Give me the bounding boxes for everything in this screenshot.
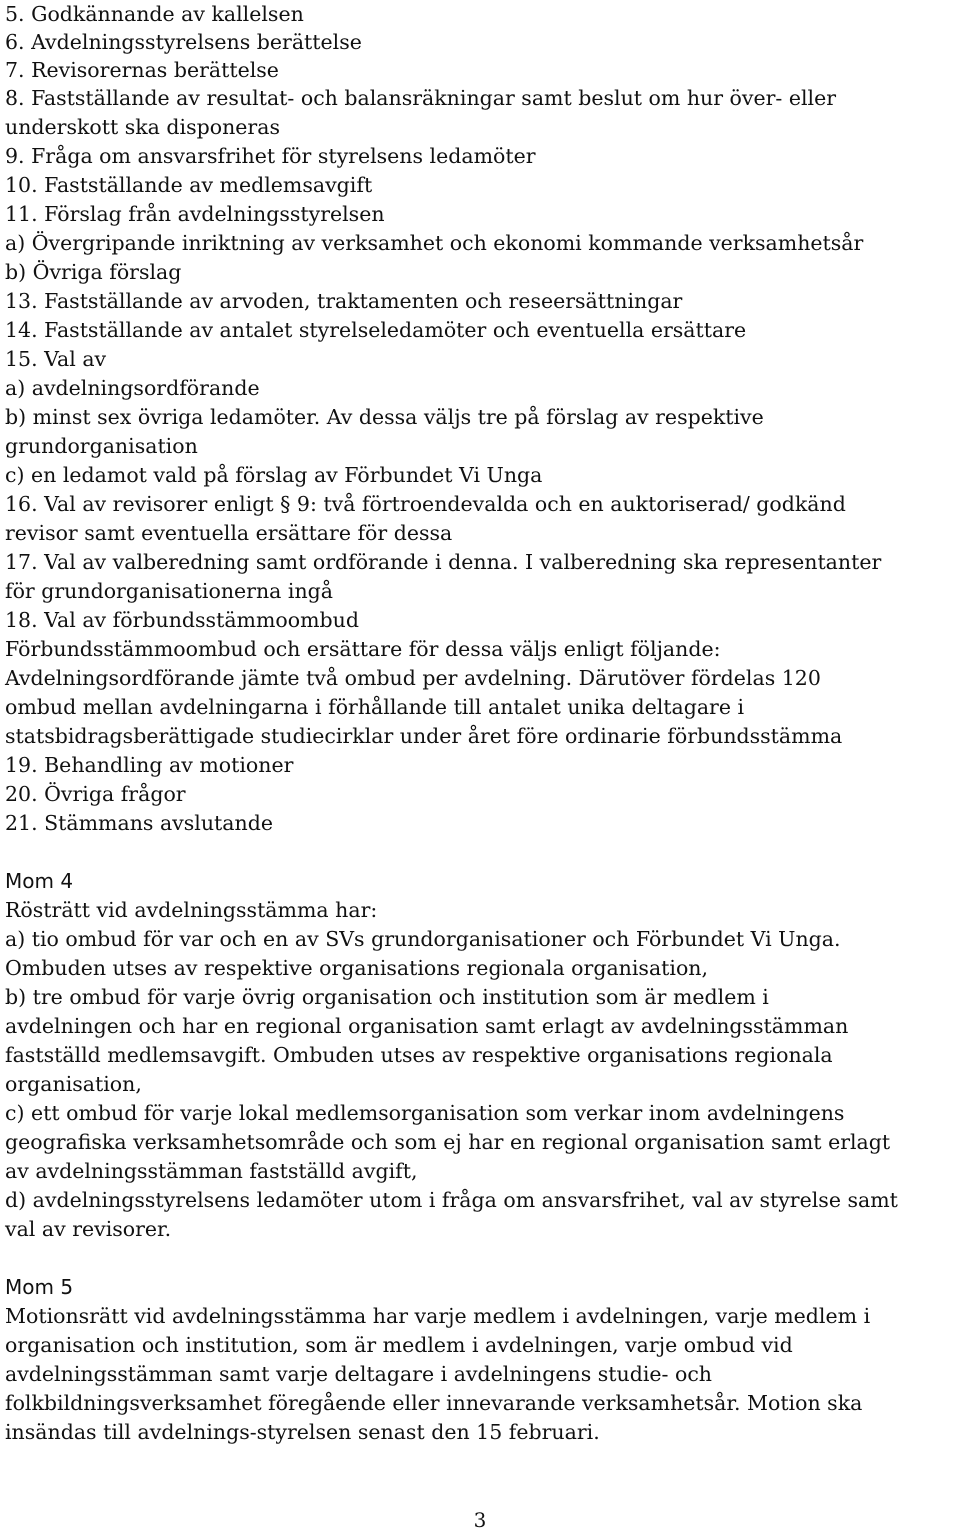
section-mom-5 [5, 1273, 955, 1447]
agenda-list [5, 0, 955, 838]
agenda-line: 6. Avdelningsstyrelsens berättelse [5, 30, 362, 54]
section-gap [5, 1244, 955, 1273]
agenda-line: 11. Förslag från avdelningsstyrelsen [5, 202, 385, 226]
agenda-line: 19. Behandling av motioner [5, 753, 294, 777]
paragraph-line: b) tre ombud för varje övrig organisation och institution som är medlem i [5, 985, 769, 1009]
section-gap [5, 838, 955, 867]
agenda-line: 20. Övriga frågor [5, 782, 186, 806]
agenda-line: 14. Fastställande av antalet styrelseledamöter och eventuella ersättare [5, 318, 747, 342]
agenda-line: 5. Godkännande av kallelsen [5, 2, 304, 26]
paragraph-line: a) tio ombud för var och en av SVs grundorganisationer och Förbundet Vi Unga. [5, 927, 841, 951]
agenda-line: statsbidragsberättigade studiecirklar under året före ordinarie förbundsstämma [5, 724, 843, 748]
agenda-line: ombud mellan avdelningarna i förhållande till antalet unika deltagare i [5, 695, 745, 719]
agenda-line: 9. Fråga om ansvarsfrihet för styrelsens ledamöter [5, 144, 536, 168]
paragraph-line: folkbildningsverksamhet föregående eller innevarande verksamhetsår. Motion ska [5, 1391, 863, 1415]
paragraph-line: avdelningsstämman samt varje deltagare i avdelningens studie- och [5, 1362, 713, 1386]
paragraph-line: geografiska verksamhetsområde och som ej har en regional organisation samt erlagt [5, 1130, 891, 1154]
agenda-line: Förbundsstämmoombud och ersättare för dessa väljs enligt följande: [5, 637, 721, 661]
paragraph-line: organisation och institution, som är medlem i avdelningen, varje ombud vid [5, 1333, 793, 1357]
paragraph-line: avdelningen och har en regional organisation samt erlagt av avdelningsstämman [5, 1014, 849, 1038]
paragraph-line: val av revisorer. [5, 1217, 172, 1241]
paragraph-line: Motionsrätt vid avdelningsstämma har varje medlem i avdelningen, varje medlem i [5, 1304, 871, 1328]
paragraph-line: Rösträtt vid avdelningsstämma har: [5, 898, 378, 922]
agenda-line: 7. Revisorernas berättelse [5, 58, 279, 82]
agenda-line: 17. Val av valberedning samt ordförande i denna. I valberedning ska representanter [5, 550, 882, 574]
agenda-line: grundorganisation [5, 434, 198, 458]
paragraph-line: Ombuden utses av respektive organisations regionala organisation, [5, 956, 709, 980]
section-mom-4 [5, 867, 955, 1244]
agenda-line: för grundorganisationerna ingå [5, 579, 333, 603]
paragraph-line: organisation, [5, 1072, 142, 1096]
agenda-line: revisor samt eventuella ersättare för dessa [5, 521, 453, 545]
agenda-line: 8. Fastställande av resultat- och balansräkningar samt beslut om hur över- eller [5, 86, 837, 110]
agenda-line: 21. Stämmans avslutande [5, 811, 273, 835]
page-number: 3 [473, 1508, 487, 1532]
paragraph-line: c) ett ombud för varje lokal medlemsorganisation som verkar inom avdelningens [5, 1101, 845, 1125]
paragraph-line: d) avdelningsstyrelsens ledamöter utom i fråga om ansvarsfrihet, val av styrelse samt [5, 1188, 898, 1212]
agenda-line: b) minst sex övriga ledamöter. Av dessa väljs tre på förslag av respektive [5, 405, 764, 429]
agenda-line: 18. Val av förbundsstämmoombud [5, 608, 359, 632]
agenda-line: 10. Fastställande av medlemsavgift [5, 173, 373, 197]
agenda-line: 15. Val av [5, 347, 107, 371]
agenda-line: a) avdelningsordförande [5, 376, 260, 400]
paragraph-line: insändas till avdelnings-styrelsen senast den 15 februari. [5, 1420, 600, 1444]
paragraph-line: av avdelningsstämman fastställd avgift, [5, 1159, 418, 1183]
agenda-line: 16. Val av revisorer enligt § 9: två förtroendevalda och en auktoriserad/ godkänd [5, 492, 846, 516]
section-heading: Mom 4 [5, 869, 74, 893]
agenda-line: b) Övriga förslag [5, 260, 182, 284]
agenda-line: underskott ska disponeras [5, 115, 280, 139]
agenda-line: c) en ledamot vald på förslag av Förbundet Vi Unga [5, 463, 543, 487]
agenda-line: a) Övergripande inriktning av verksamhet och ekonomi kommande verksamhetsår [5, 231, 864, 255]
paragraph-line: fastställd medlemsavgift. Ombuden utses av respektive organisations regionala [5, 1043, 833, 1067]
document-page [5, 0, 955, 1447]
agenda-line: Avdelningsordförande jämte två ombud per avdelning. Därutöver fördelas 120 [5, 666, 821, 690]
section-heading: Mom 5 [5, 1275, 74, 1299]
agenda-line: 13. Fastställande av arvoden, traktamenten och reseersättningar [5, 289, 683, 313]
